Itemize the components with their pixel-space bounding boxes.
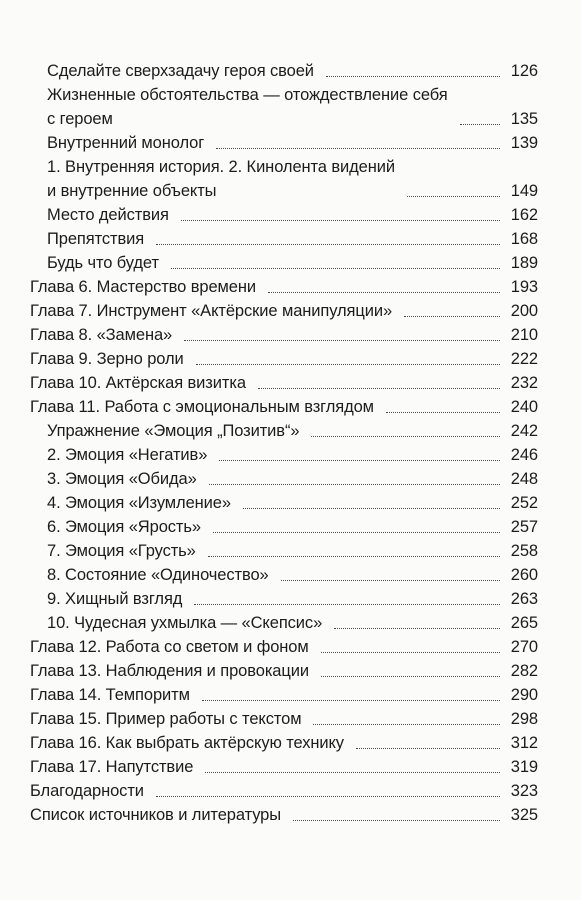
toc-entry-title: Глава 17. Напутствие: [30, 758, 194, 776]
dot-leader: [311, 436, 500, 437]
toc-entry-title: Внутренний монолог: [47, 134, 205, 152]
dot-leader: [184, 340, 500, 341]
toc-entry: [30, 395, 538, 419]
toc-entry-page-number: 168: [510, 230, 538, 248]
dot-leader: [202, 700, 500, 701]
toc-entry-title: Глава 14. Темпоритм: [30, 686, 190, 704]
toc-entry-title: Глава 12. Работа со светом и фоном: [30, 638, 309, 656]
toc-entry: [30, 131, 538, 155]
dot-leader: [194, 604, 500, 605]
toc-entry-page-number: 162: [510, 206, 538, 224]
toc-entry: [30, 275, 538, 299]
dot-leader: [321, 676, 500, 677]
dot-leader: [281, 580, 500, 581]
toc-entry-page-number: 248: [510, 470, 538, 488]
toc-entry: [30, 731, 538, 755]
toc-entry: [30, 803, 538, 827]
toc-entry-page-number: 258: [510, 542, 538, 560]
toc-entry-page-number: 126: [510, 62, 538, 80]
dot-leader: [196, 364, 500, 365]
toc-entry-title: 6. Эмоция «Ярость»: [47, 518, 201, 536]
toc-entry-title: Место действия: [47, 206, 169, 224]
toc-entry: [30, 491, 538, 515]
toc-entry-page-number: 232: [510, 374, 538, 392]
table-of-contents: [30, 59, 538, 827]
dot-leader: [334, 628, 500, 629]
toc-entry-page-number: 312: [510, 734, 538, 752]
toc-entry: [30, 371, 538, 395]
toc-entry-title: Жизненные обстоятельства — отождествление себя с героем: [47, 86, 448, 128]
toc-entry-page-number: 200: [510, 302, 538, 320]
dot-leader: [356, 748, 500, 749]
toc-entry: [30, 419, 538, 443]
toc-entry: [30, 659, 538, 683]
toc-entry-title: 10. Чудесная ухмылка — «Скепсис»: [47, 614, 323, 632]
toc-entry-title: 8. Состояние «Одиночество»: [47, 566, 269, 584]
dot-leader: [404, 316, 500, 317]
dot-leader: [258, 388, 500, 389]
dot-leader: [205, 772, 500, 773]
dot-leader: [407, 196, 500, 197]
toc-entry-title: Упражнение «Эмоция „Позитив“»: [47, 422, 300, 440]
dot-leader: [268, 292, 500, 293]
toc-entry: [30, 347, 538, 371]
toc-entry: [30, 635, 538, 659]
toc-entry-page-number: 290: [510, 686, 538, 704]
dot-leader: [313, 724, 500, 725]
dot-leader: [326, 76, 500, 77]
toc-entry-page-number: 240: [510, 398, 538, 416]
dot-leader: [460, 124, 500, 125]
toc-entry: [30, 155, 538, 203]
toc-entry-page-number: 282: [510, 662, 538, 680]
toc-entry-page-number: 135: [510, 110, 538, 128]
toc-entry: [30, 707, 538, 731]
dot-leader: [209, 484, 500, 485]
dot-leader: [386, 412, 500, 413]
toc-entry-title: 1. Внутренняя история. 2. Кинолента видений и внутренние объекты: [47, 158, 395, 200]
toc-entry-page-number: 139: [510, 134, 538, 152]
dot-leader: [208, 556, 500, 557]
toc-entry-title: 4. Эмоция «Изумление»: [47, 494, 231, 512]
toc-entry-title: Сделайте сверхзадачу героя своей: [47, 62, 314, 80]
toc-entry-page-number: 222: [510, 350, 538, 368]
toc-entry: [30, 83, 538, 131]
toc-entry-title: Список источников и литературы: [30, 806, 282, 824]
toc-entry-title: Глава 13. Наблюдения и провокации: [30, 662, 309, 680]
toc-entry: [30, 323, 538, 347]
toc-entry: [30, 227, 538, 251]
toc-entry: [30, 203, 538, 227]
toc-entry-page-number: 270: [510, 638, 538, 656]
dot-leader: [171, 268, 500, 269]
dot-leader: [156, 796, 500, 797]
toc-entry: [30, 683, 538, 707]
toc-entry-page-number: 257: [510, 518, 538, 536]
toc-entry: [30, 443, 538, 467]
dot-leader: [321, 652, 500, 653]
dot-leader: [156, 244, 500, 245]
toc-entry-page-number: 242: [510, 422, 538, 440]
toc-entry-title: Благодарности: [30, 782, 144, 800]
toc-entry-page-number: 193: [510, 278, 538, 296]
toc-entry-page-number: 149: [510, 182, 538, 200]
toc-entry-page-number: 265: [510, 614, 538, 632]
toc-entry-page-number: 260: [510, 566, 538, 584]
dot-leader: [216, 148, 500, 149]
toc-entry: [30, 563, 538, 587]
dot-leader: [243, 508, 500, 509]
toc-entry: [30, 611, 538, 635]
toc-entry-page-number: 323: [510, 782, 538, 800]
toc-entry: [30, 779, 538, 803]
toc-entry-page-number: 246: [510, 446, 538, 464]
dot-leader: [293, 820, 500, 821]
toc-entry-page-number: 263: [510, 590, 538, 608]
toc-entry: [30, 467, 538, 491]
dot-leader: [213, 532, 500, 533]
toc-entry-page-number: 210: [510, 326, 538, 344]
toc-entry: [30, 539, 538, 563]
toc-entry-title: Глава 10. Актёрская визитка: [30, 374, 246, 392]
toc-entry: [30, 59, 538, 83]
toc-entry-page-number: 319: [510, 758, 538, 776]
toc-entry-title: 3. Эмоция «Обида»: [47, 470, 197, 488]
toc-entry: [30, 251, 538, 275]
toc-entry-title: Будь что будет: [47, 254, 159, 272]
toc-entry-title: Препятствия: [47, 230, 145, 248]
toc-entry-page-number: 298: [510, 710, 538, 728]
toc-entry-title: Глава 16. Как выбрать актёрскую технику: [30, 734, 344, 752]
toc-entry-title: Глава 9. Зерно роли: [30, 350, 184, 368]
toc-entry-title: Глава 7. Инструмент «Актёрские манипуляции»: [30, 302, 393, 320]
toc-entry: [30, 755, 538, 779]
toc-entry-page-number: 189: [510, 254, 538, 272]
toc-entry-title: 9. Хищный взгляд: [47, 590, 183, 608]
dot-leader: [181, 220, 500, 221]
toc-entry-title: Глава 6. Мастерство времени: [30, 278, 256, 296]
toc-entry-title: Глава 8. «Замена»: [30, 326, 173, 344]
toc-entry: [30, 587, 538, 611]
toc-entry-title: 7. Эмоция «Грусть»: [47, 542, 196, 560]
toc-entry-title: 2. Эмоция «Негатив»: [47, 446, 208, 464]
toc-entry-page-number: 252: [510, 494, 538, 512]
dot-leader: [219, 460, 500, 461]
toc-entry-title: Глава 11. Работа с эмоциональным взглядом: [30, 398, 374, 416]
toc-entry: [30, 299, 538, 323]
toc-entry: [30, 515, 538, 539]
toc-entry-title: Глава 15. Пример работы с текстом: [30, 710, 302, 728]
toc-entry-page-number: 325: [510, 806, 538, 824]
